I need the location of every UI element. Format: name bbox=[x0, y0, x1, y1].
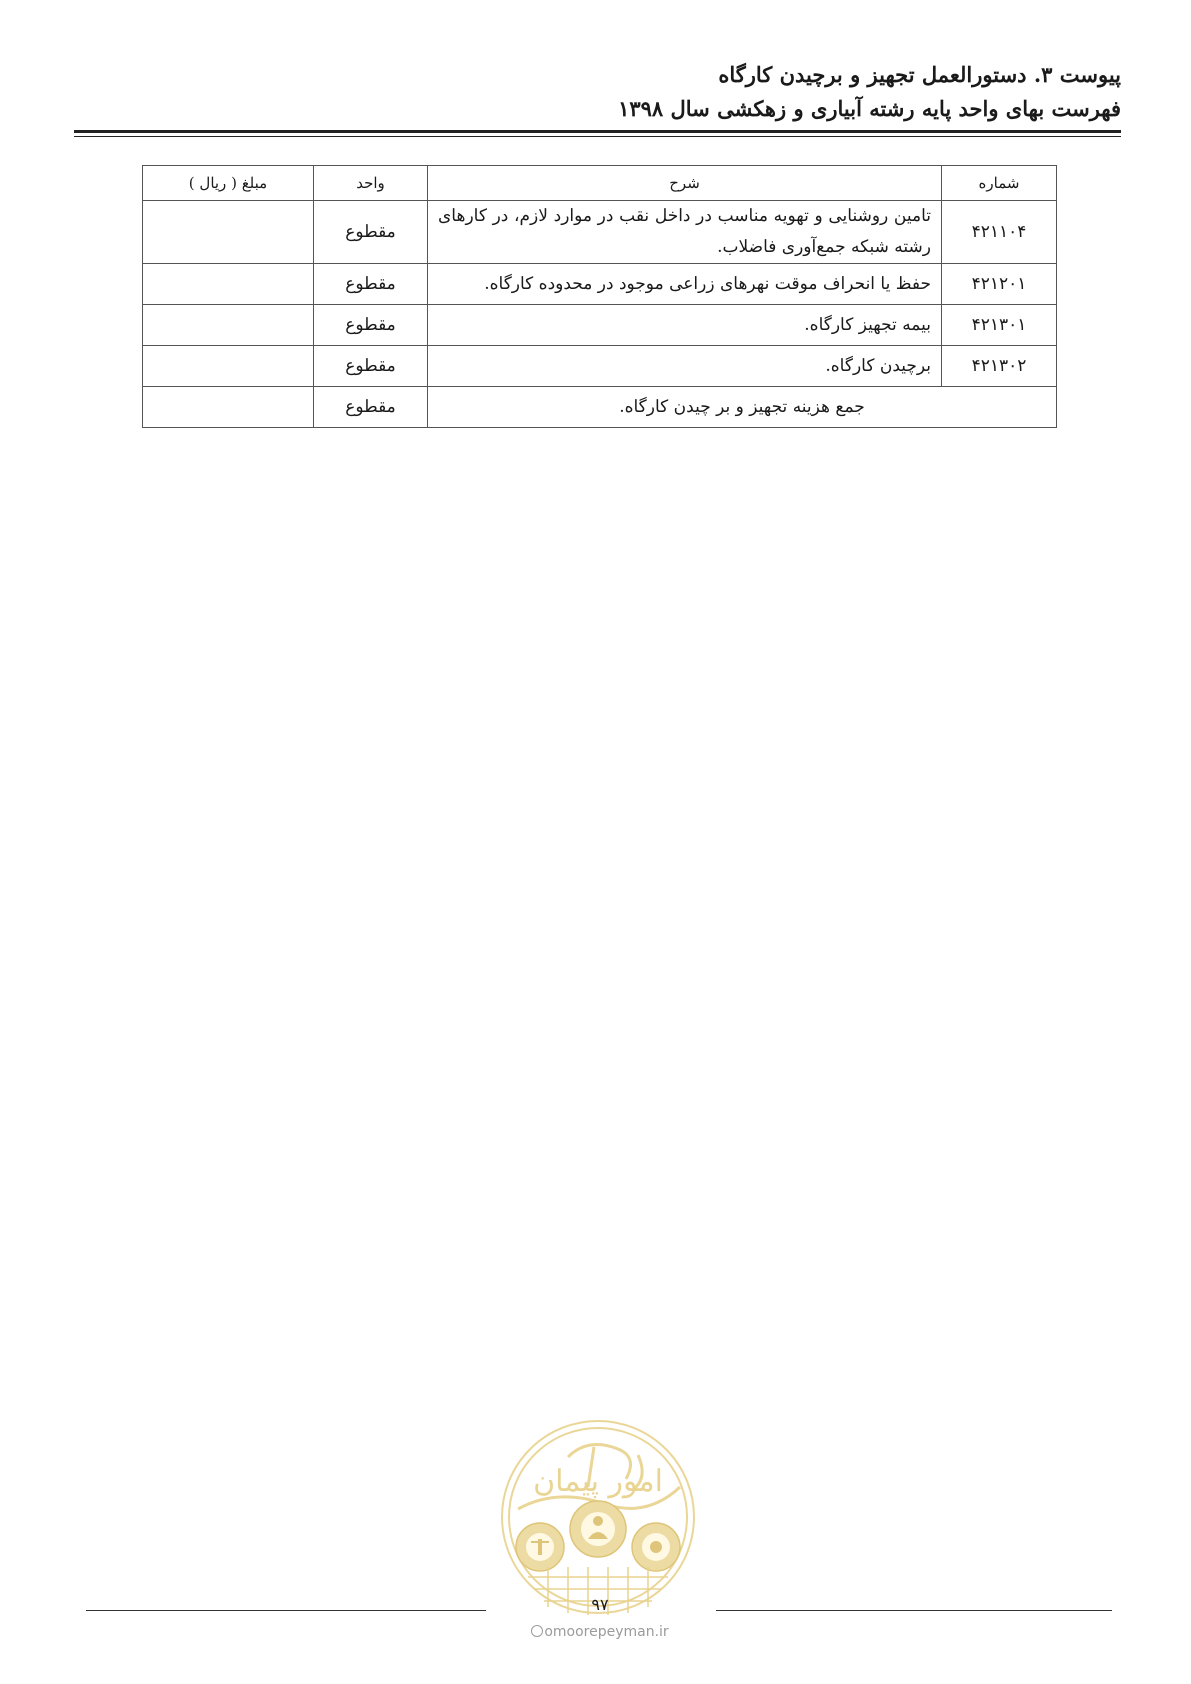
item-number: ۴۲۱۳۰۱ bbox=[942, 305, 1057, 346]
table-row bbox=[143, 346, 1057, 387]
item-amount bbox=[143, 201, 314, 264]
item-description: حفظ یا انحراف موقت نهرهای زراعی موجود در محدوده کارگاه. bbox=[428, 264, 942, 305]
total-description: جمع هزینه تجهیز و بر چیدن کارگاه. bbox=[428, 387, 1057, 428]
footer-rule-right bbox=[716, 1610, 1112, 1611]
footer-rule-left bbox=[86, 1610, 486, 1611]
item-description: بیمه تجهیز کارگاه. bbox=[428, 305, 942, 346]
site-watermark bbox=[500, 1624, 700, 1640]
header-rule-thin bbox=[74, 136, 1121, 137]
item-unit: مقطوع bbox=[314, 346, 428, 387]
item-number: ۴۲۱۲۰۱ bbox=[942, 264, 1057, 305]
item-unit: مقطوع bbox=[314, 305, 428, 346]
table-row bbox=[143, 264, 1057, 305]
item-amount bbox=[143, 264, 314, 305]
table-header-row bbox=[143, 166, 1057, 201]
omoore-peyman-watermark-logo bbox=[498, 1417, 698, 1617]
at-sign-icon bbox=[531, 1625, 543, 1637]
total-amount bbox=[143, 387, 314, 428]
site-url: omoorepeyman.ir bbox=[544, 1624, 669, 1640]
item-description: تامین روشنایی و تهویه مناسب در داخل نقب در موارد لازم، در کارهای رشته شبکه جمع‌آوری فاضلاب. bbox=[428, 201, 942, 264]
total-unit: مقطوع bbox=[314, 387, 428, 428]
column-header-unit: واحد bbox=[314, 166, 428, 201]
item-amount bbox=[143, 346, 314, 387]
table-total-row bbox=[143, 387, 1057, 428]
header-title: پیوست ۳. دستورالعمل تجهیز و برچیدن کارگاه bbox=[718, 62, 1121, 87]
watermark-logo-lettering: امور پیمان bbox=[533, 1464, 663, 1499]
price-list-table bbox=[142, 165, 1057, 428]
table-row bbox=[143, 305, 1057, 346]
column-header-number: شماره bbox=[942, 166, 1057, 201]
item-number: ۴۲۱۳۰۲ bbox=[942, 346, 1057, 387]
item-description: برچیدن کارگاه. bbox=[428, 346, 942, 387]
header-subtitle: فهرست بهای واحد پایه رشته آبیاری و زهکشی سال ۱۳۹۸ bbox=[618, 96, 1121, 121]
page-header bbox=[618, 58, 1121, 126]
table-row bbox=[143, 201, 1057, 264]
item-unit: مقطوع bbox=[314, 201, 428, 264]
item-unit: مقطوع bbox=[314, 264, 428, 305]
item-amount bbox=[143, 305, 314, 346]
column-header-description: شرح bbox=[428, 166, 942, 201]
header-rule-thick bbox=[74, 130, 1121, 133]
page-number: ۹۷ bbox=[591, 1595, 609, 1614]
item-number: ۴۲۱۱۰۴ bbox=[942, 201, 1057, 264]
column-header-amount: مبلغ ( ریال ) bbox=[143, 166, 314, 201]
